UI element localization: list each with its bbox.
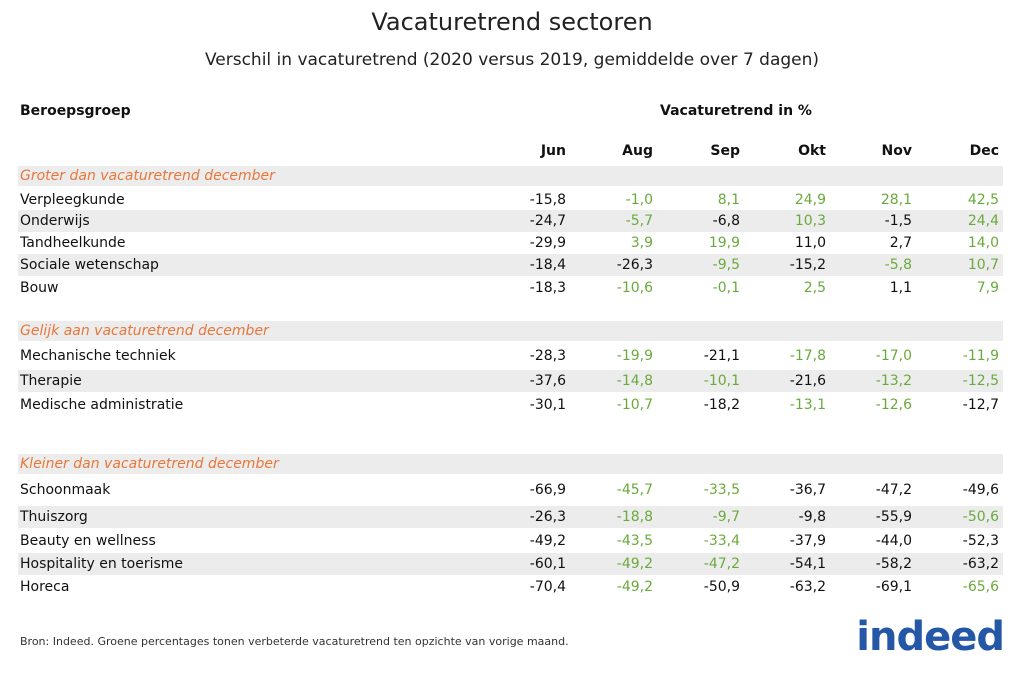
data-label: 11,0: [794, 235, 826, 251]
table-row: [0, 345, 1024, 367]
data-label: 2,5: [803, 280, 826, 296]
data-label: -33,4: [703, 533, 740, 549]
data-label: -12,5: [962, 373, 999, 389]
data-label: -6,8: [712, 213, 740, 229]
data-label: -18,2: [703, 397, 740, 413]
data-label: 42,5: [967, 192, 999, 208]
data-label: -18,4: [529, 257, 566, 273]
source-note: Bron: Indeed. Groene percentages tonen verbeterde vacaturetrend ten opzichte van vorige maand.: [20, 635, 569, 648]
data-label: -9,5: [712, 257, 740, 273]
table-row: [0, 576, 1024, 598]
data-label: -1,0: [625, 192, 653, 208]
data-label: -63,2: [789, 579, 826, 595]
row-label: Horeca: [20, 579, 70, 595]
data-label: -47,2: [703, 556, 740, 572]
data-label: -28,3: [529, 348, 566, 364]
data-label: 1,1: [889, 280, 912, 296]
data-label: 24,4: [967, 213, 999, 229]
data-label: -5,7: [625, 213, 653, 229]
data-label: -24,7: [529, 213, 566, 229]
data-label: -10,1: [703, 373, 740, 389]
row-label: Therapie: [20, 373, 82, 389]
data-label: -50,6: [962, 509, 999, 525]
table-row: [0, 210, 1024, 232]
data-label: -55,9: [875, 509, 912, 525]
row-label: Schoonmaak: [20, 482, 111, 498]
data-label: -1,5: [884, 213, 912, 229]
table-row: [0, 189, 1024, 211]
data-label: -26,3: [616, 257, 653, 273]
data-label: -49,2: [616, 579, 653, 595]
data-label: -21,1: [703, 348, 740, 364]
data-label: -18,3: [529, 280, 566, 296]
table-row: [0, 530, 1024, 552]
data-label: -9,7: [712, 509, 740, 525]
data-label: -12,7: [962, 397, 999, 413]
data-label: 19,9: [708, 235, 740, 251]
data-label: -9,8: [798, 509, 826, 525]
row-label: Bouw: [20, 280, 59, 296]
data-label: -66,9: [529, 482, 566, 498]
data-label: -52,3: [962, 533, 999, 549]
data-label: -58,2: [875, 556, 912, 572]
column-header-aug: Aug: [622, 143, 653, 159]
data-label: -70,4: [529, 579, 566, 595]
column-header-okt: Okt: [798, 143, 826, 159]
data-label: -19,9: [616, 348, 653, 364]
chart-subtitle: Verschil in vacaturetrend (2020 versus 2019, gemiddelde over 7 dagen): [204, 50, 820, 70]
data-label: -36,7: [789, 482, 826, 498]
data-label: -14,8: [616, 373, 653, 389]
data-label: -37,9: [789, 533, 826, 549]
data-label: 14,0: [967, 235, 999, 251]
table-row: [0, 506, 1024, 528]
row-label: Mechanische techniek: [20, 348, 176, 364]
column-header-nov: Nov: [881, 143, 912, 159]
data-label: -15,8: [529, 192, 566, 208]
data-label: 28,1: [880, 192, 912, 208]
data-label: -49,2: [616, 556, 653, 572]
data-label: -26,3: [529, 509, 566, 525]
data-label: -13,2: [875, 373, 912, 389]
data-label: -15,2: [789, 257, 826, 273]
data-label: -18,8: [616, 509, 653, 525]
indeed-logo: indeed: [856, 614, 1004, 660]
data-label: -37,6: [529, 373, 566, 389]
data-label: -17,0: [875, 348, 912, 364]
data-label: -65,6: [962, 579, 999, 595]
data-label: -49,2: [529, 533, 566, 549]
row-label: Hospitality en toerisme: [20, 556, 184, 572]
row-header: Beroepsgroep: [20, 103, 131, 119]
data-label: -11,9: [962, 348, 999, 364]
data-label: -45,7: [616, 482, 653, 498]
row-label: Sociale wetenschap: [20, 257, 159, 273]
data-label: 10,3: [794, 213, 826, 229]
data-label: -43,5: [616, 533, 653, 549]
data-label: -21,6: [789, 373, 826, 389]
data-label: 2,7: [889, 235, 912, 251]
data-label: 24,9: [794, 192, 826, 208]
data-label: -5,8: [884, 257, 912, 273]
data-label: -50,9: [703, 579, 740, 595]
data-label: -12,6: [875, 397, 912, 413]
row-label: Onderwijs: [20, 213, 90, 229]
data-label: -10,7: [616, 397, 653, 413]
data-label: -44,0: [875, 533, 912, 549]
column-header-jun: Jun: [540, 143, 566, 159]
row-label: Tandheelkunde: [20, 235, 126, 251]
section-label: Groter dan vacaturetrend december: [20, 168, 275, 184]
table-row: [0, 394, 1024, 416]
row-label: Verpleegkunde: [20, 192, 125, 208]
column-header-dec: Dec: [969, 143, 999, 159]
data-label: -49,6: [962, 482, 999, 498]
data-label: -10,6: [616, 280, 653, 296]
data-label: -13,1: [789, 397, 826, 413]
table-row: [0, 553, 1024, 575]
section-label: Gelijk aan vacaturetrend december: [20, 323, 269, 339]
table-row: [0, 370, 1024, 392]
table-row: [0, 232, 1024, 254]
data-label: -63,2: [962, 556, 999, 572]
table-row: [0, 277, 1024, 299]
data-label: -33,5: [703, 482, 740, 498]
table-row: [0, 254, 1024, 276]
data-label: -60,1: [529, 556, 566, 572]
row-label: Thuiszorg: [20, 509, 88, 525]
row-label: Medische administratie: [20, 397, 184, 413]
row-label: Beauty en wellness: [20, 533, 156, 549]
data-label: 7,9: [976, 280, 999, 296]
section-label: Kleiner dan vacaturetrend december: [20, 456, 279, 472]
data-label: -30,1: [529, 397, 566, 413]
column-header-sep: Sep: [710, 143, 740, 159]
data-label: -69,1: [875, 579, 912, 595]
data-label: -29,9: [529, 235, 566, 251]
data-label: -0,1: [712, 280, 740, 296]
data-label: 10,7: [967, 257, 999, 273]
chart-title: Vacaturetrend sectoren: [371, 8, 653, 36]
data-label: -47,2: [875, 482, 912, 498]
data-label: 3,9: [630, 235, 653, 251]
value-header: Vacaturetrend in %: [660, 103, 812, 119]
data-label: -17,8: [789, 348, 826, 364]
table-row: [0, 479, 1024, 501]
data-label: 8,1: [717, 192, 740, 208]
data-label: -54,1: [789, 556, 826, 572]
